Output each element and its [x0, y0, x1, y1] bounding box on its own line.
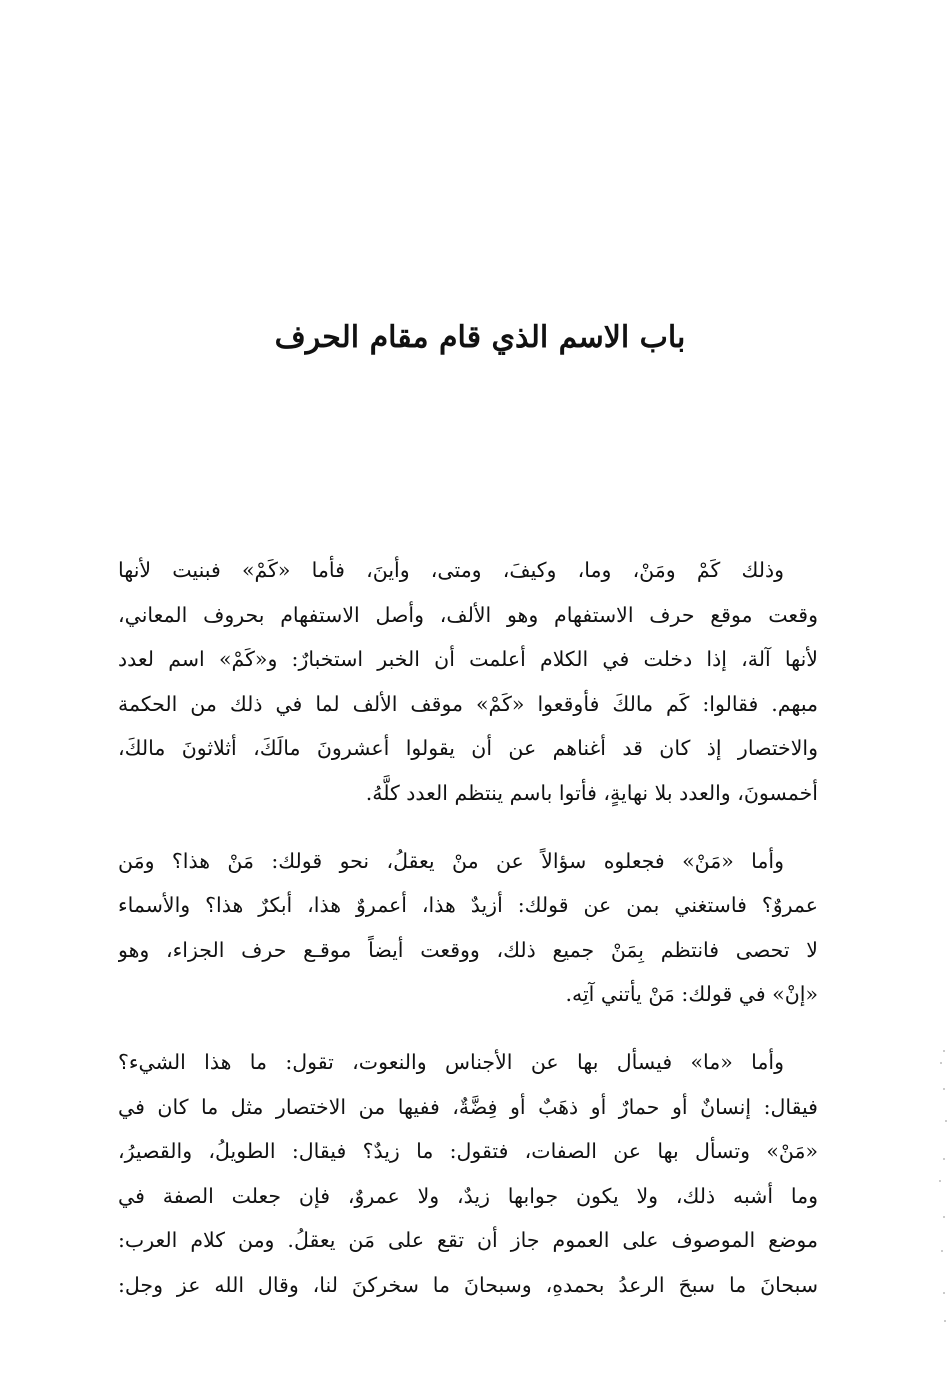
text-line: سبحانَ ما سبحَ الرعدُ بحمدهِ، وسبحانَ ما سخركنَ لنا، وقال الله عز وجل: — [118, 1272, 818, 1297]
text-line: وقعت موقع حرف الاستفهام وهو الألف، وأصل الاستفهام بحروف المعاني، — [118, 602, 818, 627]
text-line: والاختصار إذ كان قد أغناهم عن أن يقولوا أعشرونَ مالَكَ، أثلاثونَ مالكَ، — [118, 736, 818, 761]
body-text — [118, 548, 818, 1308]
text-line: موضع الموصوف على العموم جاز أن تقع على مَن يعقلُ. ومن كلام العرب: — [118, 1228, 818, 1253]
text-line: وما أشبه ذلك، ولا يكون جوابها زيدٌ، ولا عمروٌ، فإن جعلت الصفة في — [118, 1183, 818, 1208]
text-line: وأما «مَنْ» فجعلوه سؤالاً عن منْ يعقلُ، نحو قولك: مَنْ هذا؟ ومَن — [118, 848, 784, 873]
text-line: لا تحصى فانتظم بِمَنْ جميع ذلك، ووقعت أيضاً موقـع حرف الجزاء، وهو — [118, 937, 818, 962]
scan-edge-speckles — [931, 1040, 951, 1340]
text-line: لأنها آلة، إذا دخلت في الكلام أعلمت أن الخبر استخبارٌ: و«كَمْ» اسم لعدد — [118, 647, 818, 672]
text-line: أخمسونَ، والعدد بلا نهايةٍ، فأتوا باسم ينتظم العدد كلَّهُ. — [365, 780, 818, 805]
text-line: «مَنْ» وتسأل بها عن الصفات، فتقول: ما زيدٌ؟ فيقال: الطويلُ، والقصيرُ، — [118, 1139, 818, 1164]
paragraph-ma — [118, 1040, 818, 1308]
text-line: وأما «ما» فيسأل بها عن الأجناس والنعوت، تقول: ما هذا الشيء؟ — [118, 1049, 784, 1074]
paragraph-man — [118, 839, 818, 1017]
text-line: «إنْ» في قولك: مَنْ يأتني آتِه. — [565, 982, 818, 1007]
text-line: فيقال: إنسانٌ أو حمارٌ أو ذهَبٌ أو فِضَّةٌ، ففيها من الاختصار مثل ما كان في — [118, 1094, 818, 1119]
text-line: عمروٌ؟ فاستغني بمن عن قولك: أزيدٌ هذا، أعمروٌ هذا، أبكرٌ هذا؟ والأسماء — [118, 893, 818, 918]
text-line: وذلك كَمْ ومَنْ، وما، وكيفَ، ومتى، وأينَ، فأما «كَمْ» فبنيت لأنها — [118, 558, 784, 582]
text-line: مبهم. فقالوا: كَم مالكَ فأوقعوا «كَمْ» موقف الألف لما في ذلك من الحكمة — [118, 691, 818, 716]
chapter-title: باب الاسم الذي قام مقام الحرف — [274, 320, 686, 355]
paragraph-kam — [118, 548, 818, 816]
